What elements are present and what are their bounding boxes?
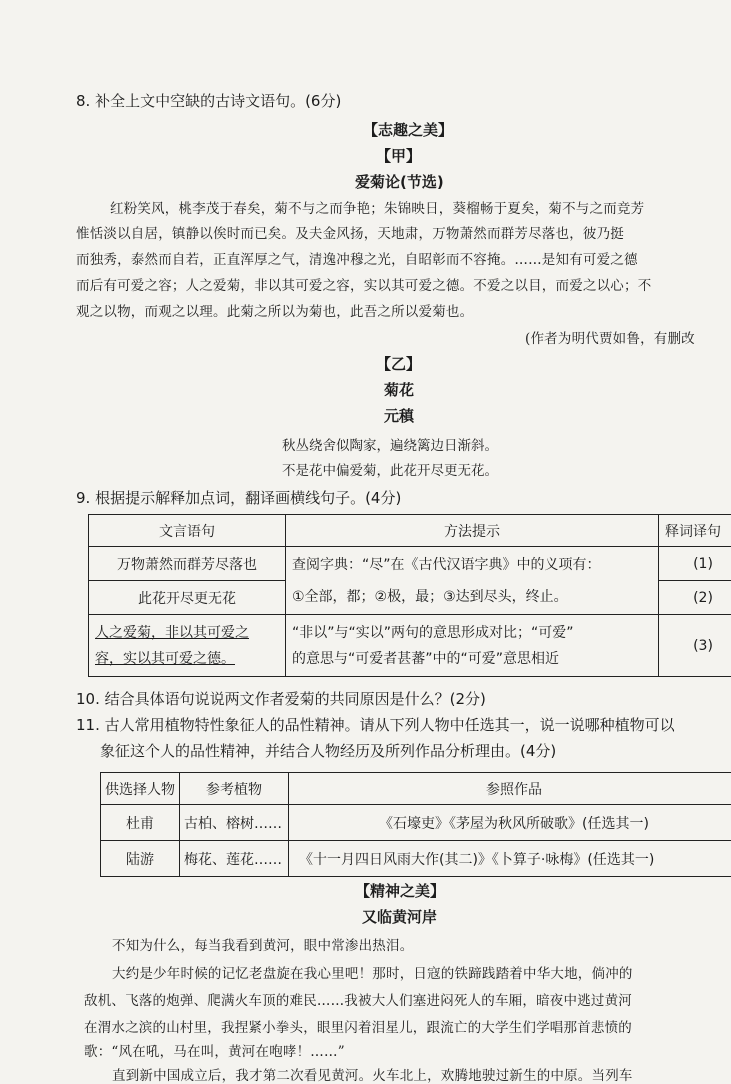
title-huanghe: 又临黄河岸 — [362, 908, 438, 926]
section-heading-zhiqu: 【志趣之美】 — [363, 121, 454, 139]
poet-name: 元稹 — [384, 407, 415, 425]
passage1-line-2: 惟恬淡以自居，镇静以俟时而已矣。及夫金风扬，天地肃，万物萧然而群芳尽落也，彼乃挺 — [76, 226, 624, 242]
table1-row3-method-line1: “非以”与“实以”两句的意思形成对比；“可爱” — [292, 624, 574, 641]
table1-row1-answer: (1) — [659, 547, 731, 581]
label-yi: 【乙】 — [376, 355, 422, 373]
table1-header-answer: 释词译句 — [659, 515, 731, 547]
table1-row2-answer: (2) — [659, 581, 731, 615]
passage2-line-6: 直到新中国成立后，我才第二次看见黄河。火车北上，欢腾地驶过新生的中原。当列车 — [112, 1068, 633, 1084]
passage2-line-4: 在渭水之滨的山村里，我捏紧小拳头，眼里闪着泪星儿，跟流亡的大学生们学唱那首悲愤的 — [84, 1020, 632, 1036]
question-11-line2: 象征这个人的品性精神，并结合人物经历及所列作品分析理由。(4分) — [100, 742, 557, 760]
author-note: (作者为明代贾如鲁，有删改 — [525, 331, 695, 347]
title-juhua: 菊花 — [384, 381, 415, 399]
poem-line-1: 秋丛绕舍似陶家，遍绕篱边日渐斜。 — [282, 438, 498, 454]
table1-row3-sentence-line2: 容，实以其可爱之德。 — [95, 650, 235, 667]
table-translation — [88, 514, 731, 677]
passage1-line-5: 观之以物，而观之以理。此菊之所以为菊也，此吾之所以爱菊也。 — [76, 304, 474, 320]
table1-row3-sentence-line1: 人之爱菊，非以其可爱之 — [95, 624, 249, 641]
question-9: 9. 根据提示解释加点词，翻译画横线句子。(4分) — [76, 489, 402, 507]
table1-method-hint-2: ①全部，都；②极，最；③达到尽头，终止。 — [292, 588, 568, 605]
passage2-line-5: 歌：“风在吼，马在叫，黄河在咆哮！……” — [84, 1044, 345, 1060]
table2-header-works: 参照作品 — [289, 773, 731, 805]
table2-row2-works: 《十一月四日风雨大作(其二)》《卜算子·咏梅》(任选其一) — [289, 841, 731, 877]
passage1-line-1: 红粉笑风，桃李茂于春矣，菊不与之而争艳；朱锦映日，葵榴畅于夏矣，菊不与之而竞芳 — [110, 201, 645, 217]
label-jia: 【甲】 — [376, 147, 422, 165]
poem-line-2: 不是花中偏爱菊，此花开尽更无花。 — [282, 463, 498, 479]
table1-row3-method-line2: 的意思与“可爱者甚蕃”中的“可爱”意思相近 — [292, 650, 560, 667]
title-aijulun: 爱菊论(节选) — [355, 173, 444, 191]
passage1-line-3: 而独秀，泰然而自若，正直浑厚之气，清逸冲穆之光，自昭彰而不容掩。……是知有可爱之德 — [76, 252, 638, 268]
table1-row2-sentence: 此花开尽更无花 — [89, 581, 286, 615]
passage2-line-1: 不知为什么，每当我看到黄河，眼中常渗出热泪。 — [112, 938, 414, 954]
question-8: 8. 补全上文中空缺的古诗文语句。(6分) — [76, 92, 342, 110]
table2-header-plants: 参考植物 — [180, 773, 289, 805]
section-heading-jingshen: 【精神之美】 — [355, 882, 446, 900]
table-characters — [100, 772, 731, 877]
question-10: 10. 结合具体语句说说两文作者爱菊的共同原因是什么？(2分) — [76, 690, 486, 708]
table2-row1-plants: 古柏、榕树…… — [180, 805, 289, 841]
table1-header-method: 方法提示 — [286, 515, 659, 547]
table1-row3-answer: (3) — [659, 615, 731, 677]
table2-row2-plants: 梅花、莲花…… — [180, 841, 289, 877]
passage1-line-4: 而后有可爱之容；人之爱菊，非以其可爱之容，实以其可爱之德。不爱之以目，而爱之以心；不 — [76, 278, 652, 294]
table2-row1-works: 《石壕吏》《茅屋为秋风所破歌》(任选其一) — [289, 805, 731, 841]
table1-row1-sentence: 万物萧然而群芳尽落也 — [89, 547, 286, 581]
question-11-line1: 11. 古人常用植物特性象征人的品性精神。请从下列人物中任选其一，说一说哪种植物可以 — [76, 716, 675, 734]
table2-header-person: 供选择人物 — [101, 773, 180, 805]
table2-row2-person: 陆游 — [101, 841, 180, 877]
table1-header-sentence: 文言语句 — [89, 515, 286, 547]
passage2-line-3: 敌机、飞落的炮弹、爬满火车顶的难民……我被大人们塞进闷死人的车厢，暗夜中逃过黄河 — [84, 993, 632, 1009]
table1-method-hint-1: 查阅字典：“尽”在《古代汉语字典》中的义项有： — [292, 556, 601, 573]
table2-row1-person: 杜甫 — [101, 805, 180, 841]
passage2-line-2: 大约是少年时候的记忆老盘旋在我心里吧！那时，日寇的铁蹄践踏着中华大地，倘冲的 — [112, 966, 633, 982]
